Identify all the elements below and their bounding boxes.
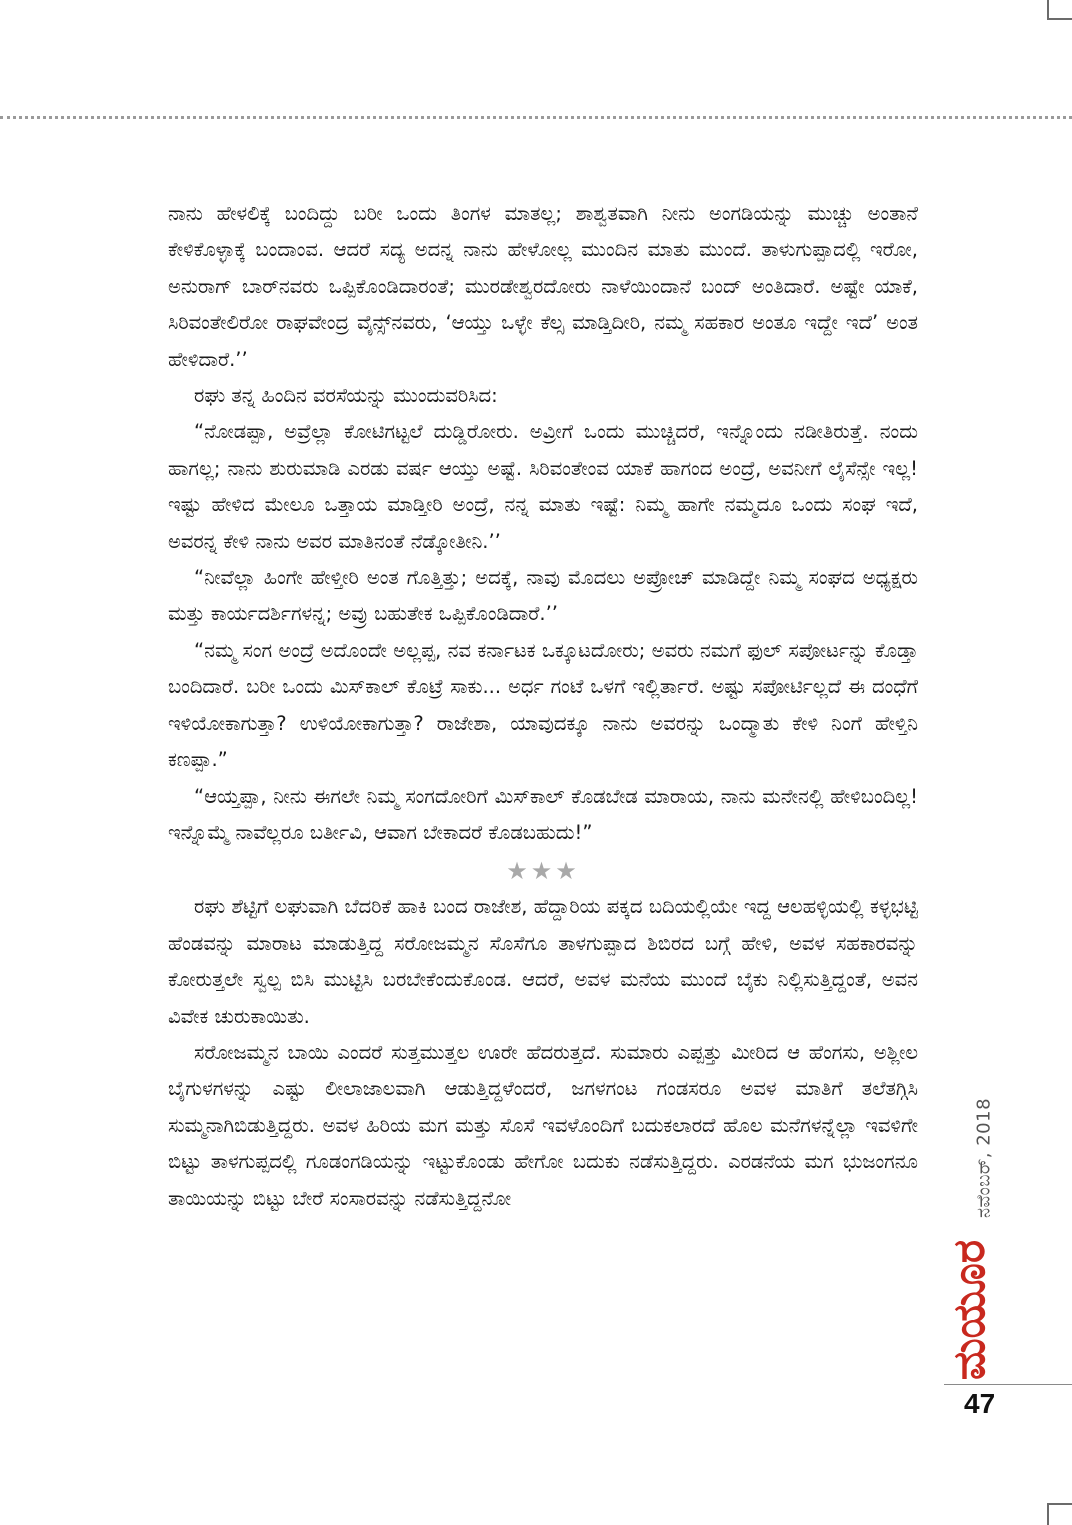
crop-mark-top-right [1047, 18, 1072, 20]
crop-mark-bottom-right [1047, 1503, 1049, 1525]
paragraph: ಸರೋಜಮ್ಮನ ಬಾಯಿ ಎಂದರೆ ಸುತ್ತಮುತ್ತಲ ಊರೇ ಹೆದರುತ್ತದೆ. ಸುಮಾರು ಎಪ್ಪತ್ತು ಮೀರಿದ ಆ ಹೆಂಗಸು, ಅಶ್ಲೀಲ ಬೈಗುಳಗಳನ್ನು ಎಷ್ಟು ಲೀಲಾಜಾಲವಾಗಿ ಆಡುತ್ತಿದ್ದಳೆಂದರೆ, ಜಗಳಗಂಟ ಗಂಡಸರೂ ಅವಳ ಮಾತಿಗೆ ತಲೆತಗ್ಗಿಸಿ ಸುಮ್ಮನಾಗಿಬಿಡುತ್ತಿದ್ದರು. ಅವಳ ಹಿರಿಯ ಮಗ ಮತ್ತು ಸೊಸೆ ಇವಳೊಂದಿಗೆ ಬದುಕಲಾರದೆ ಹೊಲ ಮನೆಗಳನ್ನೆಲ್ಲಾ ಇವಳಿಗೇ ಬಿಟ್ಟು ತಾಳಗುಪ್ಪದಲ್ಲಿ ಗೂಡಂಗಡಿಯನ್ನು ಇಟ್ಟುಕೊಂಡು ಹೇಗೋ ಬದುಕು ನಡೆಸುತ್ತಿದ್ದರು. ಎರಡನೆಯ ಮಗ ಭುಜಂಗನೂ ತಾಯಿಯನ್ನು ಬಿಟ್ಟು ಬೇರೆ ಸಂಸಾರವನ್ನು ನಡೆಸುತ್ತಿದ್ದನೋ [168, 1040, 918, 1210]
paragraph: “ನೋಡಪ್ಪಾ, ಅವ್ರೆಲ್ಲಾ ಕೋಟಿಗಟ್ಟಲೆ ದುಡ್ಡಿರೋರು. ಅವ್ರೀಗೆ ಒಂದು ಮುಚ್ಚಿದರೆ, ಇನ್ನೊಂದು ನಡೀತಿರುತ್ತೆ. ನಂದು ಹಾಗಲ್ಲ; ನಾನು ಶುರುಮಾಡಿ ಎರಡು ವರ್ಷ ಆಯ್ತು ಅಷ್ಟೆ. ಸಿರಿವಂತೇಂವ ಯಾಕೆ ಹಾಗಂದ ಅಂದ್ರೆ, ಅವನೀಗೆ ಲೈಸೆನ್ಸೇ ಇಲ್ಲ! ಇಷ್ಟು ಹೇಳಿದ ಮೇಲೂ ಒತ್ತಾಯ ಮಾಡ್ತೀರಿ ಅಂದ್ರೆ, ನನ್ನ ಮಾತು ಇಷ್ಟೆ: ನಿಮ್ಮ ಹಾಗೇ ನಮ್ಮದೂ ಒಂದು ಸಂಘ ಇದೆ, ಅವರನ್ನ ಕೇಳಿ ನಾನು ಅವರ ಮಾತಿನಂತೆ ನೆಡ್ಕೋತೀನಿ.’’ [168, 420, 918, 553]
paragraph: ರಘು ತನ್ನ ಹಿಂದಿನ ವರಸೆಯನ್ನು ಮುಂದುವರಿಸಿದ: [194, 384, 498, 408]
paragraph: “ಆಯ್ತಪ್ಪಾ, ನೀನು ಈಗಲೇ ನಿಮ್ಮ ಸಂಗದೋರಿಗೆ ಮಿಸ್‌ಕಾಲ್ ಕೊಡಬೇಡ ಮಾರಾಯ, ನಾನು ಮನೇನಲ್ಲಿ ಹೇಳಿಬಂದಿಲ್ಲ! ಇನ್ನೊಮ್ಮೆ ನಾವೆಲ್ಲರೂ ಬರ್ತೀವಿ, ಆವಾಗ ಬೇಕಾದರೆ ಕೊಡಬಹುದು!” [168, 784, 918, 844]
paragraph: ನಾನು ಹೇಳಲಿಕ್ಕೆ ಬಂದಿದ್ದು ಬರೀ ಒಂದು ತಿಂಗಳ ಮಾತಲ್ಲ; ಶಾಶ್ವತವಾಗಿ ನೀನು ಅಂಗಡಿಯನ್ನು ಮುಚ್ಚು ಅಂತಾನೆ ಕೇಳಿಕೊಳ್ಳಾಕ್ಕೆ ಬಂದಾಂವ. ಆದರೆ ಸದ್ಯ ಅದನ್ನ ನಾನು ಹೇಳೋಲ್ಲ ಮುಂದಿನ ಮಾತು ಮುಂದೆ. ತಾಳುಗುಪ್ಪಾದಲ್ಲಿ ಇರೋ, ಅನುರಾಗ್ ಬಾರ್‌ನವರು ಒಪ್ಪಿಕೊಂಡಿದಾರಂತೆ; ಮುರಡೇಶ್ವರದೋರು ನಾಳೆಯಿಂದಾನೆ ಬಂದ್ ಅಂತಿದಾರೆ. ಅಷ್ಟೇ ಯಾಕೆ, ಸಿರಿವಂತೇಲಿರೋ ರಾಘವೇಂದ್ರ ವೈನ್ಸ್‌ನವರು, ‘ಆಯ್ತು ಒಳ್ಳೇ ಕೆಲ್ಸ ಮಾಡ್ತಿದೀರಿ, ನಮ್ಮ ಸಹಕಾರ ಅಂತೂ ಇದ್ದೇ ಇದೆ’ ಅಂತ ಹೇಳಿದಾರೆ.’’ [168, 202, 918, 371]
paragraph: “ನಮ್ಮ ಸಂಗ ಅಂದ್ರೆ ಅದೊಂದೇ ಅಲ್ಲಪ್ಪ, ನವ ಕರ್ನಾಟಕ ಒಕ್ಕೂಟದೋರು; ಅವರು ನಮಗೆ ಫುಲ್ ಸಪೋರ್ಟನ್ನು ಕೊಡ್ತಾ ಬಂದಿದಾರೆ. ಬರೀ ಒಂದು ಮಿಸ್‌ಕಾಲ್ ಕೊಟ್ರೆ ಸಾಕು... ಅರ್ಧ ಗಂಟೆ ಒಳಗೆ ಇಲ್ಲಿರ್ತಾರೆ. ಅಷ್ಟು ಸಪೋರ್ಟಿಲ್ಲದೆ ಈ ದಂಧೆಗೆ ಇಳಿಯೋಕಾಗುತ್ತಾ? ಉಳಿಯೋಕಾಗುತ್ತಾ? ರಾಜೇಶಾ, ಯಾವುದಕ್ಕೂ ನಾನು ಅವರನ್ನು ಒಂದ್ಮಾತು ಕೇಳಿ ನಿಂಗೆ ಹೇಳ್ತಿನಿ ಕಣಪ್ಪಾ.” [168, 638, 918, 772]
paragraph: ರಘು ಶೆಟ್ಟಿಗೆ ಲಘುವಾಗಿ ಬೆದರಿಕೆ ಹಾಕಿ ಬಂದ ರಾಜೇಶ, ಹೆದ್ದಾರಿಯ ಪಕ್ಕದ ಬದಿಯಲ್ಲಿಯೇ ಇದ್ದ ಆಲಹಳ್ಳಿಯಲ್ಲಿ ಕಳ್ಳಭಟ್ಟಿ ಹೆಂಡವನ್ನು ಮಾರಾಟ ಮಾಡುತ್ತಿದ್ದ ಸರೋಜಮ್ಮನ ಸೊಸೆಗೂ ತಾಳಗುಪ್ಪಾದ ಶಿಬಿರದ ಬಗ್ಗೆ ಹೇಳಿ, ಅವಳ ಸಹಕಾರವನ್ನು ಕೋರುತ್ತಲೇ ಸ್ವಲ್ಪ ಬಿಸಿ ಮುಟ್ಟಿಸಿ ಬರಬೇಕೆಂದುಕೊಂಡ. ಆದರೆ, ಅವಳ ಮನೆಯ ಮುಂದೆ ಬೈಕು ನಿಲ್ಲಿಸುತ್ತಿದ್ದಂತೆ, ಅವನ ವಿವೇಕ ಚುರುಕಾಯಿತು. [168, 895, 918, 1028]
section-separator-stars: ★★★ [506, 857, 580, 886]
page-number: 47 [964, 1388, 996, 1419]
paragraph: “ನೀವೆಲ್ಲಾ ಹಿಂಗೇ ಹೇಳ್ತೀರಿ ಅಂತ ಗೊತ್ತಿತ್ತು; ಅದಕ್ಕೆ, ನಾವು ಮೊದಲು ಅಪ್ರೋಚ್ ಮಾಡಿದ್ದೇ ನಿಮ್ಮ ಸಂಘದ ಅಧ್ಯಕ್ಷರು ಮತ್ತು ಕಾರ್ಯದರ್ಶಿಗಳನ್ನ; ಅವ್ರು ಬಹುತೇಕ ಒಪ್ಪಿಕೊಂಡಿದಾರೆ.’’ [168, 566, 918, 626]
folio-rule [944, 1384, 1072, 1385]
issue-date: ನವೆಂಬರ್, 2018 [973, 1097, 995, 1219]
crop-mark-bottom-right [1047, 1503, 1072, 1505]
article-body [168, 196, 918, 1217]
header-dotted-rule [0, 116, 1072, 119]
crop-mark-top-right [1047, 0, 1049, 20]
magazine-logo: ಮಯೂರ [944, 1239, 995, 1381]
